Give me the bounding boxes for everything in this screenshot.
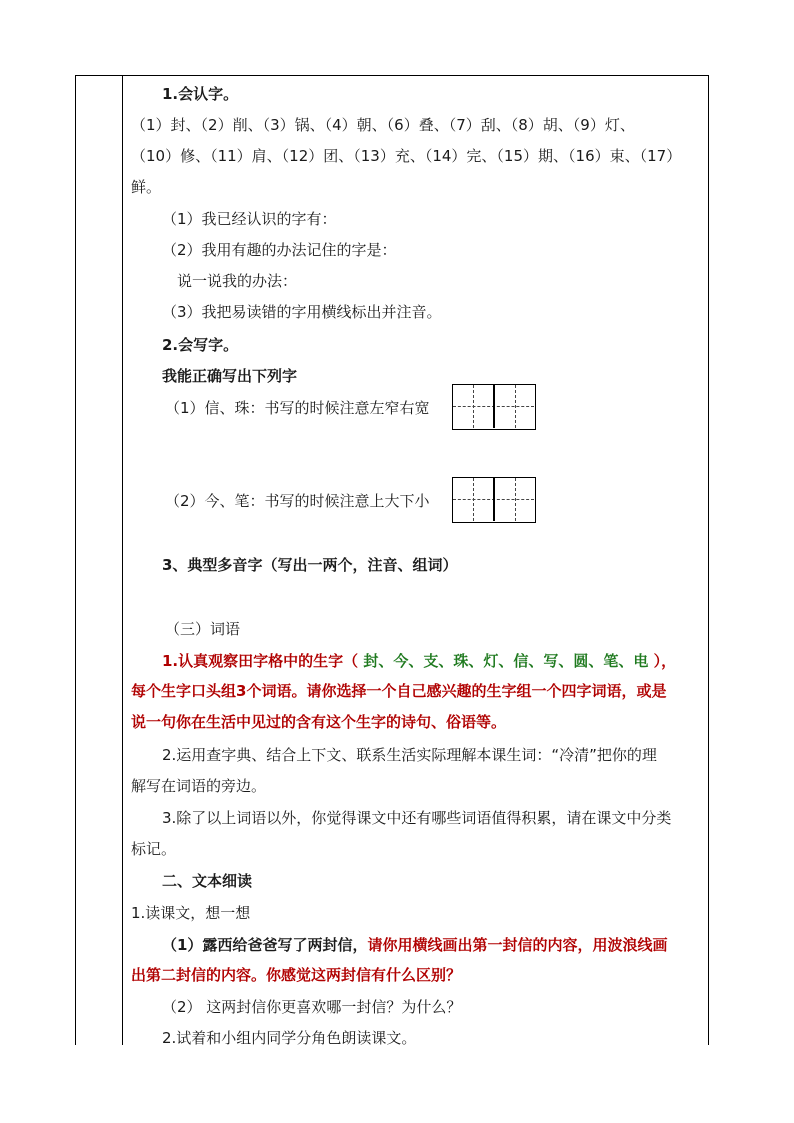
text-reading-heading: 二、文本细读 <box>162 872 253 890</box>
vocabulary-heading: （三）词语 <box>165 620 241 638</box>
vocab-task-1-line-3: 说一句你在生活中见过的含有这个生字的诗句、俗语等。 <box>131 713 507 731</box>
table-right-border <box>708 75 709 1045</box>
vocab-task-3-line-1: 3.除了以上词语以外，你觉得课文中还有哪些词语值得积累，请在课文中分类 <box>162 809 672 827</box>
reading-question-1-line-2: 出第二封信的内容。你感觉这两封信有什么区别？ <box>131 966 462 984</box>
reading-question-1-prefix: （1）露西给爸爸写了两封信， <box>162 936 368 954</box>
recognize-chars-heading: 1.会认字。 <box>162 85 239 103</box>
char-list-line-2: （10）修、（11）肩、（12）团、（13）充、（14）完、（15）期、（16）束、（17） <box>131 147 682 165</box>
write-item-1: （1）信、珠：书写的时候注意左窄右宽 <box>165 399 430 417</box>
char-list-line-1: （1）封、（2）削、（3）锅、（4）朝、（6）叠、（7）刮、（8）胡、（9）灯、 <box>131 116 635 134</box>
writing-grid-1 <box>452 384 536 430</box>
writing-grid-2 <box>452 477 536 523</box>
write-chars-heading: 2.会写字。 <box>162 336 239 354</box>
table-top-border <box>75 75 709 76</box>
question-method-prompt: 说一说我的办法： <box>177 272 298 290</box>
vocab-task-1-line-1 <box>162 650 676 672</box>
write-chars-subheading: 我能正确写出下列字 <box>162 367 298 385</box>
grid-guide <box>515 385 516 428</box>
grid-divider <box>493 478 495 521</box>
reading-question-2: （2） 这两封信你更喜欢哪一封信？为什么？ <box>162 998 462 1016</box>
grid-guide <box>473 385 474 428</box>
reading-question-1-red: 请你用横线画出第一封信的内容，用波浪线画 <box>367 936 668 954</box>
vocab-task-1-prefix: 1.认真观察田字格中的生字（ <box>162 652 359 670</box>
grid-divider <box>493 385 495 428</box>
question-misread-chars: （3）我把易读错的字用横线标出并注音。 <box>162 303 442 321</box>
vocab-task-1-chars: 封、今、支、珠、灯、信、写、圆、笔、电 <box>358 652 654 670</box>
char-list-line-3: 鲜。 <box>131 178 162 196</box>
text-reading-sub-1: 1.读课文，想一想 <box>131 904 251 922</box>
grid-guide <box>473 478 474 521</box>
vocab-task-3-line-2: 标记。 <box>131 840 177 858</box>
write-item-2: （2）今、笔：书写的时候注意上大下小 <box>165 492 430 510</box>
table-column-divider <box>122 75 123 1045</box>
question-known-chars: （1）我已经认识的字有： <box>162 210 337 228</box>
question-fun-method: （2）我用有趣的办法记住的字是： <box>162 241 397 259</box>
reading-question-1-line-1 <box>162 934 667 956</box>
table-left-border <box>75 75 76 1045</box>
vocab-task-1-suffix: ）， <box>653 652 677 670</box>
text-reading-sub-2: 2.试着和小组内同学分角色朗读课文。 <box>162 1029 417 1047</box>
vocab-task-1-line-2: 每个生字口头组3个词语。请你选择一个自己感兴趣的生字组一个四字词语，或是 <box>131 682 667 700</box>
grid-guide <box>515 478 516 521</box>
polyphone-heading: 3、典型多音字（写出一两个，注音、组词） <box>162 556 458 574</box>
vocab-task-2-line-1: 2.运用查字典、结合上下文、联系生活实际理解本课生词：“冷清”把你的理 <box>162 746 657 764</box>
vocab-task-2-line-2: 解写在词语的旁边。 <box>131 777 267 795</box>
